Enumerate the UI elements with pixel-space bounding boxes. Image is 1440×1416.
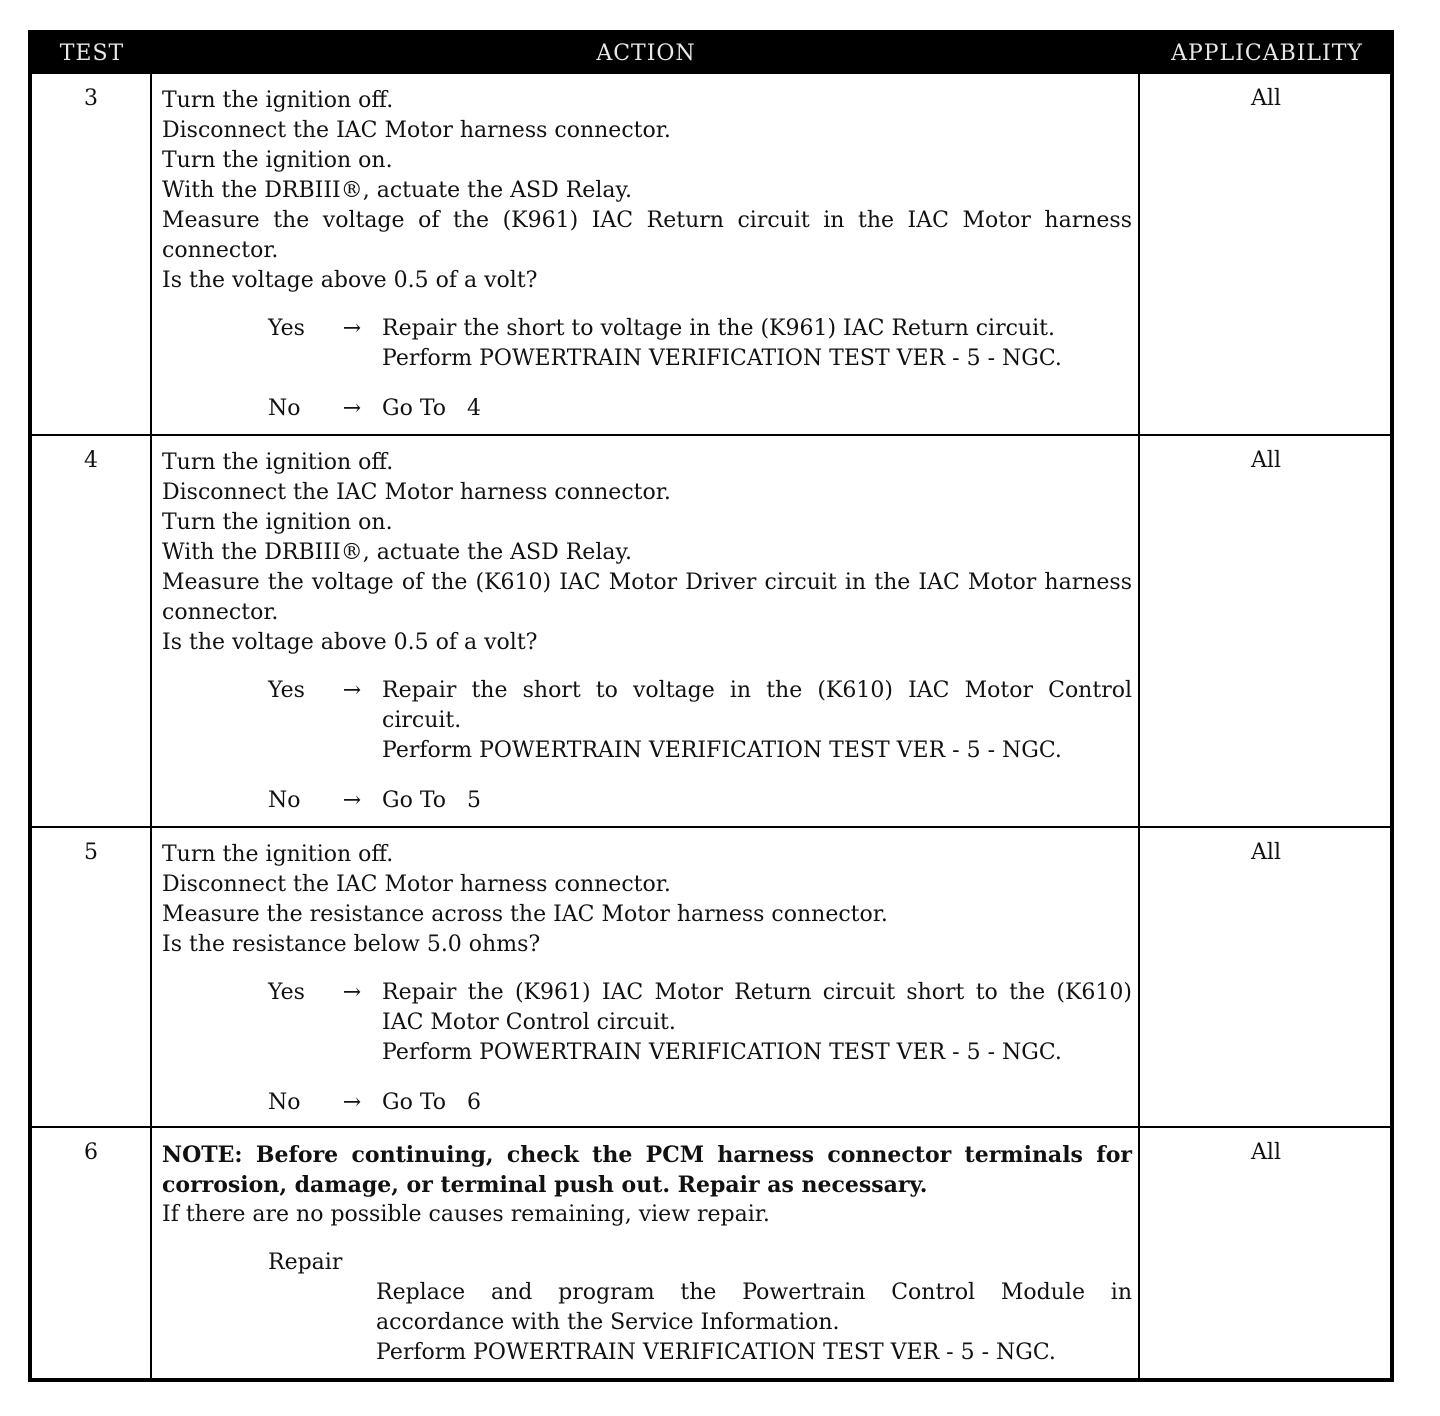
no-text: Go To 5 (382, 788, 481, 813)
repair-text: Perform POWERTRAIN VERIFICATION TEST VER - 5 - NGC. (376, 1340, 1056, 1365)
action-cell (162, 840, 1132, 1118)
step: Disconnect the IAC Motor harness connector. (162, 118, 671, 143)
step: Measure the voltage of the (K610) IAC Motor Driver circuit in the IAC Motor harness connector. (162, 570, 1132, 625)
yes-text: Perform POWERTRAIN VERIFICATION TEST VER - 5 - NGC. (382, 346, 1062, 371)
step: Disconnect the IAC Motor harness connector. (162, 872, 671, 897)
yes-text: Repair the short to voltage in the (K961) IAC Return circuit. (382, 316, 1055, 341)
no-answer (162, 394, 1132, 424)
no-text: Go To 4 (382, 396, 481, 421)
yes-label: Yes (268, 678, 305, 703)
header-applicability: APPLICABILITY (1171, 41, 1363, 66)
yes-answer (162, 978, 1132, 1068)
no-answer (162, 1088, 1132, 1118)
repair-label: Repair (268, 1250, 343, 1275)
note-text: NOTE: Before continuing, check the PCM harness connector terminals for corrosion, damage, or terminal push out. Repair as necessary. (162, 1142, 1132, 1198)
yes-text: Repair the (K961) IAC Motor Return circuit short to the (K610) IAC Motor Control circuit. (382, 980, 1132, 1035)
yes-answer (162, 314, 1132, 374)
step: Turn the ignition off. (162, 842, 394, 867)
no-label: No (268, 1090, 301, 1115)
no-label: No (268, 396, 301, 421)
header-test: TEST (59, 41, 125, 66)
instruction-text: If there are no possible causes remaining, view repair. (162, 1202, 770, 1227)
arrow-icon: → (342, 316, 362, 341)
step: Turn the ignition on. (162, 148, 393, 173)
test-number: 5 (84, 840, 98, 865)
yes-label: Yes (268, 980, 305, 1005)
header-action: ACTION (596, 41, 696, 66)
step: Turn the ignition off. (162, 450, 394, 475)
yes-text: Repair the short to voltage in the (K610) IAC Motor Control circuit. (382, 678, 1132, 733)
applicability-value: All (1251, 840, 1281, 865)
no-answer (162, 786, 1132, 816)
yes-label: Yes (268, 316, 305, 341)
test-number: 3 (84, 86, 98, 111)
repair-text: Replace and program the Powertrain Control Module in accordance with the Service Information. (376, 1280, 1132, 1335)
step: Measure the voltage of the (K961) IAC Return circuit in the IAC Motor harness connector. (162, 208, 1132, 263)
diagnostic-table (28, 30, 1394, 1382)
test-number: 6 (84, 1140, 98, 1165)
arrow-icon: → (342, 788, 362, 813)
yes-text: Perform POWERTRAIN VERIFICATION TEST VER - 5 - NGC. (382, 1040, 1062, 1065)
step: With the DRBIII®, actuate the ASD Relay. (162, 540, 632, 565)
arrow-icon: → (342, 1090, 362, 1115)
yes-text: Perform POWERTRAIN VERIFICATION TEST VER - 5 - NGC. (382, 738, 1062, 763)
step: Is the voltage above 0.5 of a volt? (162, 630, 538, 655)
table-row-test-6 (32, 1126, 1390, 1378)
test-number: 4 (84, 448, 98, 473)
applicability-value: All (1251, 86, 1281, 111)
arrow-icon: → (342, 980, 362, 1005)
step: Turn the ignition on. (162, 510, 393, 535)
step: Is the voltage above 0.5 of a volt? (162, 268, 538, 293)
no-label: No (268, 788, 301, 813)
table-row-test-4 (32, 434, 1390, 826)
repair-body (376, 1278, 1132, 1368)
applicability-value: All (1251, 448, 1281, 473)
step: Turn the ignition off. (162, 88, 394, 113)
arrow-icon: → (342, 678, 362, 703)
action-cell (162, 448, 1132, 816)
arrow-icon: → (342, 396, 362, 421)
table-row-test-5 (32, 826, 1390, 1126)
action-cell (162, 86, 1132, 424)
table-header (32, 34, 1390, 74)
step: Is the resistance below 5.0 ohms? (162, 932, 541, 957)
action-cell (162, 1140, 1132, 1368)
table-row-test-3 (32, 74, 1390, 434)
step: With the DRBIII®, actuate the ASD Relay. (162, 178, 632, 203)
applicability-value: All (1251, 1140, 1281, 1165)
yes-answer (162, 676, 1132, 766)
step: Disconnect the IAC Motor harness connector. (162, 480, 671, 505)
step: Measure the resistance across the IAC Motor harness connector. (162, 902, 888, 927)
no-text: Go To 6 (382, 1090, 481, 1115)
